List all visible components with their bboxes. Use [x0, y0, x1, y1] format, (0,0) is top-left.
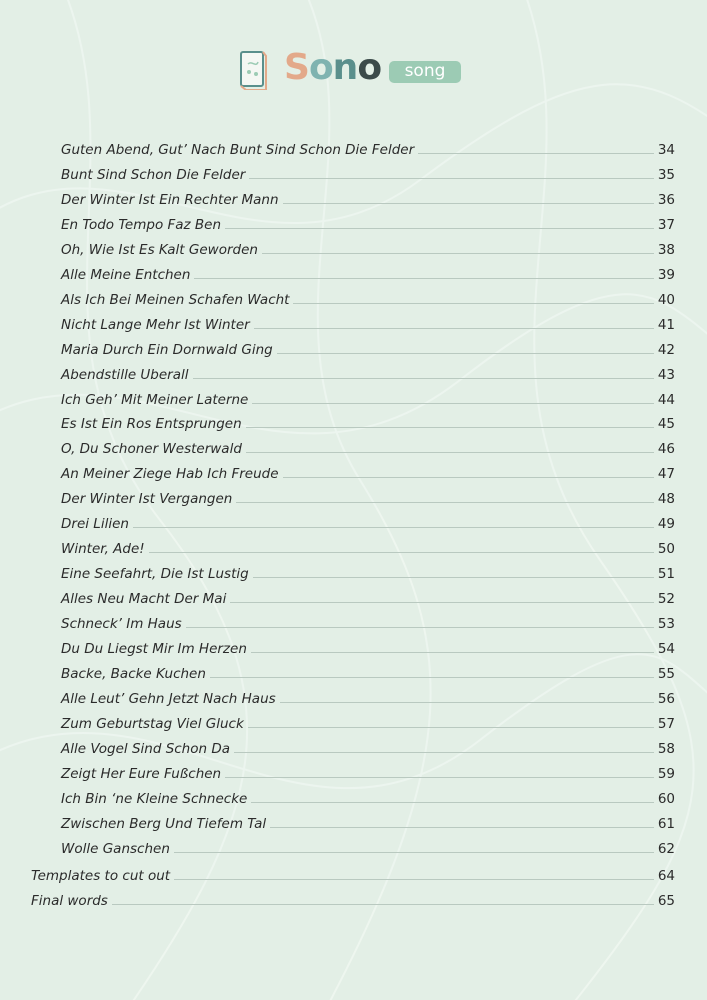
toc-entry-leader [253, 577, 654, 578]
toc-entry-page: 41 [657, 316, 675, 333]
toc-entry-leader [280, 702, 654, 703]
toc-entry[interactable] [61, 757, 675, 782]
toc-entry-leader [293, 303, 653, 304]
toc-entry[interactable] [61, 432, 675, 457]
toc-entry-leader [236, 502, 653, 503]
toc-entry-title: An Meiner Ziege Hab Ich Freude [61, 466, 279, 483]
toc-entry-title: Winter, Ade! [61, 541, 145, 558]
toc-entry[interactable] [61, 183, 675, 208]
toc-entry-page: 47 [657, 466, 675, 483]
toc-entry-leader [246, 452, 654, 453]
toc-entry-leader [248, 727, 654, 728]
toc-entry-leader [194, 278, 653, 279]
toc-entry-leader [174, 852, 654, 853]
toc-entry[interactable] [61, 383, 675, 408]
toc-entry[interactable] [61, 782, 675, 807]
toc-entry-leader [174, 879, 654, 880]
toc-entry-title: Backe, Backe Kuchen [61, 665, 206, 682]
toc-entry-title: Oh, Wie Ist Es Kalt Geworden [61, 241, 258, 258]
toc-entry-page: 42 [657, 341, 675, 358]
toc-entry-page: 50 [657, 541, 675, 558]
toc-entry-leader [251, 652, 654, 653]
toc-entry-leader [149, 552, 654, 553]
toc-entry-page: 55 [657, 665, 675, 682]
toc-entry[interactable] [61, 482, 675, 507]
toc-entry[interactable] [61, 158, 675, 183]
toc-entry-leader [270, 827, 654, 828]
toc-entry[interactable] [61, 557, 675, 582]
toc-entry[interactable] [61, 657, 675, 682]
toc-entry-page: 37 [657, 216, 675, 233]
toc-entry-title: O, Du Schoner Westerwald [61, 441, 242, 458]
toc-entry-page: 35 [657, 166, 675, 183]
toc-entry[interactable] [61, 807, 675, 832]
toc-entry-title: Abendstille Uberall [61, 366, 189, 383]
toc-entry-title: Zum Geburtstag Viel Gluck [61, 715, 244, 732]
toc-entry-page: 45 [657, 416, 675, 433]
toc-entry-title: Ich Bin ‘ne Kleine Schnecke [61, 790, 248, 807]
toc-entry[interactable] [61, 732, 675, 757]
toc-entry-page: 43 [657, 366, 675, 383]
toc-entry-title: Alle Leut’ Gehn Jetzt Nach Haus [61, 690, 276, 707]
toc-entry-page: 54 [657, 641, 675, 657]
toc-entry-page: 52 [657, 591, 675, 608]
toc-entry-page: 38 [657, 241, 675, 258]
toc-entry-leader [225, 777, 654, 778]
toc-entry-page: 49 [657, 516, 675, 533]
toc-entry[interactable] [61, 832, 675, 857]
toc-entry-page: 61 [657, 815, 675, 832]
toc-entry-leader [225, 228, 654, 229]
toc-entry-title: Du Du Liegst Mir Im Herzen [61, 641, 247, 657]
toc-entry-leader [262, 253, 654, 254]
toc-entry[interactable] [61, 258, 675, 283]
toc-entry[interactable] [61, 407, 675, 432]
toc-entry[interactable] [61, 507, 675, 532]
toc-entry[interactable] [61, 283, 675, 308]
brand-header [0, 48, 707, 92]
toc-entry[interactable] [61, 133, 675, 158]
toc-entry-title: Schneck’ Im Haus [61, 616, 182, 633]
toc-entry-title: Maria Durch Ein Dornwald Ging [61, 341, 273, 358]
toc-entry-page: 36 [657, 191, 675, 208]
toc-entry-page: 40 [657, 291, 675, 308]
toc-entry[interactable] [61, 632, 675, 657]
toc-entry-title: Der Winter Ist Ein Rechter Mann [61, 191, 279, 208]
toc-entry[interactable] [61, 582, 675, 607]
toc-entry[interactable] [31, 859, 675, 884]
toc-entry-title: Es Ist Ein Ros Entsprungen [61, 416, 242, 433]
toc-entry-page: 60 [657, 790, 675, 807]
toc-entry[interactable] [61, 233, 675, 258]
toc-entry-leader [186, 627, 654, 628]
toc-entry-page: 48 [657, 491, 675, 508]
toc-entry-page: 58 [657, 740, 675, 757]
toc-entry[interactable] [61, 308, 675, 333]
toc-entry[interactable] [61, 333, 675, 358]
toc-entry-title: Drei Lilien [61, 516, 129, 533]
toc-entry-title: Zwischen Berg Und Tiefem Tal [61, 815, 267, 832]
toc-entry-title: Der Winter Ist Vergangen [61, 491, 233, 508]
toc-entry-title: Bunt Sind Schon Die Felder [61, 166, 246, 183]
toc-entry[interactable] [61, 707, 675, 732]
toc-entry-title: Alle Vogel Sind Schon Da [61, 740, 231, 757]
brand-badge: song [389, 61, 461, 83]
toc-entry-title: Alle Meine Entchen [61, 266, 191, 283]
toc-entry-leader [418, 153, 654, 154]
toc-entry[interactable] [61, 532, 675, 557]
toc-entry-leader [249, 178, 653, 179]
toc-entry-page: 44 [657, 391, 675, 408]
toc-entry-leader [234, 752, 654, 753]
toc-entry-page: 65 [657, 892, 675, 909]
toc-entry-page: 59 [657, 765, 675, 782]
toc-entry-leader [277, 353, 654, 354]
toc-entry-title: En Todo Tempo Faz Ben [61, 216, 222, 233]
toc-entry-page: 56 [657, 690, 675, 707]
toc-entry-page: 34 [657, 142, 675, 158]
toc-entry-page: 51 [657, 566, 675, 583]
toc-entry-title: Zeigt Her Eure Fußchen [61, 765, 222, 782]
toc-entry[interactable] [31, 884, 675, 909]
toc-entry[interactable] [61, 208, 675, 233]
toc-entry[interactable] [61, 457, 675, 482]
toc-entry-title: Alles Neu Macht Der Mai [61, 591, 227, 608]
toc-entry-title: Final words [31, 892, 108, 909]
toc-entry-title: Guten Abend, Gut’ Nach Bunt Sind Schon Die Felder [61, 142, 415, 158]
toc-entry-leader [133, 527, 654, 528]
toc-entry[interactable] [61, 682, 675, 707]
toc-entry[interactable] [61, 358, 675, 383]
toc-entry-leader [193, 378, 654, 379]
toc-entry-page: 62 [657, 840, 675, 857]
toc-entry-leader [283, 477, 654, 478]
toc-entry-leader [112, 904, 654, 905]
toc-entry-page: 46 [657, 441, 675, 458]
toc-entry-page: 53 [657, 616, 675, 633]
book-icon [238, 50, 268, 90]
toc-entry-title: Ich Geh’ Mit Meiner Laterne [61, 391, 249, 408]
toc-entry-page: 39 [657, 266, 675, 283]
toc-entry-title: Eine Seefahrt, Die Ist Lustig [61, 566, 249, 583]
toc-entry-leader [254, 328, 654, 329]
toc-entry-page: 64 [657, 867, 675, 884]
toc-entry-leader [230, 602, 653, 603]
toc-entry-leader [251, 802, 653, 803]
toc-entry-title: Nicht Lange Mehr Ist Winter [61, 316, 250, 333]
toc-entry-title: Wolle Ganschen [61, 840, 170, 857]
brand-wordmark: Sono [284, 47, 382, 88]
toc-entry-leader [283, 203, 654, 204]
toc-entry-leader [246, 427, 654, 428]
toc-entry[interactable] [61, 607, 675, 632]
toc-entry-title: Als Ich Bei Meinen Schafen Wacht [61, 291, 290, 308]
toc-entry-leader [252, 403, 653, 404]
toc-entry-title: Templates to cut out [31, 867, 171, 884]
toc-entry-leader [210, 677, 654, 678]
toc-entry-page: 57 [657, 715, 675, 732]
